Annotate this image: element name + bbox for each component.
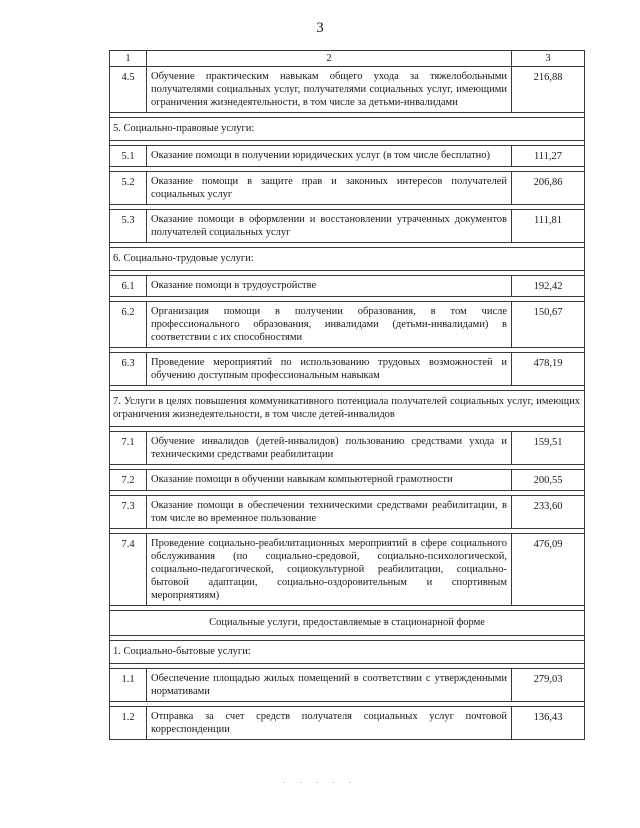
section-heading: 6. Социально-трудовые услуги: <box>110 248 585 271</box>
service-description: Оказание помощи в защите прав и законных интересов получателей социальных услуг <box>147 172 512 205</box>
table-row <box>110 353 585 386</box>
service-price: 111,27 <box>512 146 585 167</box>
table-row <box>110 67 585 113</box>
service-description: Оказание помощи в обучении навыкам компьютерной грамотности <box>147 470 512 491</box>
section-heading-row <box>110 248 585 271</box>
row-number: 6.3 <box>110 353 147 386</box>
service-price: 216,88 <box>512 67 585 113</box>
page-number: 3 <box>316 20 324 36</box>
section-heading: 5. Социально-правовые услуги: <box>110 118 585 141</box>
service-price: 150,67 <box>512 302 585 348</box>
header-col-3: 3 <box>512 51 585 67</box>
service-price: 192,42 <box>512 276 585 297</box>
row-number: 5.2 <box>110 172 147 205</box>
service-price: 279,03 <box>512 669 585 702</box>
service-description: Оказание помощи в трудоустройстве <box>147 276 512 297</box>
service-price: 111,81 <box>512 210 585 243</box>
service-description: Оказание помощи в оформлении и восстановлении утраченных документов получателей социальных услуг <box>147 210 512 243</box>
service-description: Обучение инвалидов (детей-инвалидов) пользованию средствами ухода и техническими средствами реабилитации <box>147 432 512 465</box>
row-number: 7.3 <box>110 496 147 529</box>
section-heading-row <box>110 641 585 664</box>
service-price: 478,19 <box>512 353 585 386</box>
form-title-row <box>110 611 585 636</box>
row-number: 4.5 <box>110 67 147 113</box>
service-price: 233,60 <box>512 496 585 529</box>
services-table-body <box>110 51 585 740</box>
table-row <box>110 276 585 297</box>
section-heading: 1. Социально-бытовые услуги: <box>110 641 585 664</box>
section-heading-row <box>110 391 585 427</box>
table-row <box>110 470 585 491</box>
service-description: Проведение социально-реабилитационных мероприятий в сфере социального обслуживания (по социально-средовой, социально-психологической, социально-педагогической, социокультурной реабилитации, социально-бытовой адаптации, социально-оздоровительным и спортивным мероприятиям) <box>147 534 512 606</box>
table-header-row <box>110 51 585 67</box>
table-row <box>110 496 585 529</box>
row-number: 6.1 <box>110 276 147 297</box>
service-price: 476,09 <box>512 534 585 606</box>
row-number: 6.2 <box>110 302 147 348</box>
header-col-1: 1 <box>110 51 147 67</box>
service-description: Обеспечение площадью жилых помещений в соответствии с утвержденными нормативами <box>147 669 512 702</box>
service-description: Отправка за счет средств получателя социальных услуг почтовой корреспонденции <box>147 707 512 740</box>
table-row <box>110 707 585 740</box>
service-description: Обучение практическим навыкам общего ухода за тяжелобольными получателями социальных услуг, получателями социальных услуг, имеющими ограничения жизнедеятельности, в том числе за детьми-инвалидами <box>147 67 512 113</box>
row-number: 1.1 <box>110 669 147 702</box>
service-price: 159,51 <box>512 432 585 465</box>
row-number: 1.2 <box>110 707 147 740</box>
scan-artifact-dots: . . . . . <box>282 775 358 785</box>
form-title: Социальные услуги, предоставляемые в стационарной форме <box>110 611 585 636</box>
row-number: 5.3 <box>110 210 147 243</box>
table-row <box>110 669 585 702</box>
row-number: 5.1 <box>110 146 147 167</box>
table-row <box>110 302 585 348</box>
service-price: 136,43 <box>512 707 585 740</box>
table-row <box>110 146 585 167</box>
service-description: Оказание помощи в обеспечении техническими средствами реабилитации, в том числе во временное пользование <box>147 496 512 529</box>
service-price: 206,86 <box>512 172 585 205</box>
service-description: Оказание помощи в получении юридических услуг (в том числе бесплатно) <box>147 146 512 167</box>
row-number: 7.1 <box>110 432 147 465</box>
service-description: Организация помощи в получении образования, в том числе профессионального образования, инвалидами (детьми-инвалидами) в соответствии с их способностями <box>147 302 512 348</box>
table-row <box>110 432 585 465</box>
section-heading-row <box>110 118 585 141</box>
table-row <box>110 210 585 243</box>
section-heading: 7. Услуги в целях повышения коммуникативного потенциала получателей социальных услуг, имеющих ограничения жизнедеятельности, в том числе детей-инвалидов <box>110 391 585 427</box>
service-description: Проведение мероприятий по использованию трудовых возможностей и обучению доступным профессиональным навыкам <box>147 353 512 386</box>
row-number: 7.4 <box>110 534 147 606</box>
row-number: 7.2 <box>110 470 147 491</box>
service-price: 200,55 <box>512 470 585 491</box>
services-table <box>109 50 585 740</box>
table-row <box>110 172 585 205</box>
header-col-2: 2 <box>147 51 512 67</box>
table-row <box>110 534 585 606</box>
